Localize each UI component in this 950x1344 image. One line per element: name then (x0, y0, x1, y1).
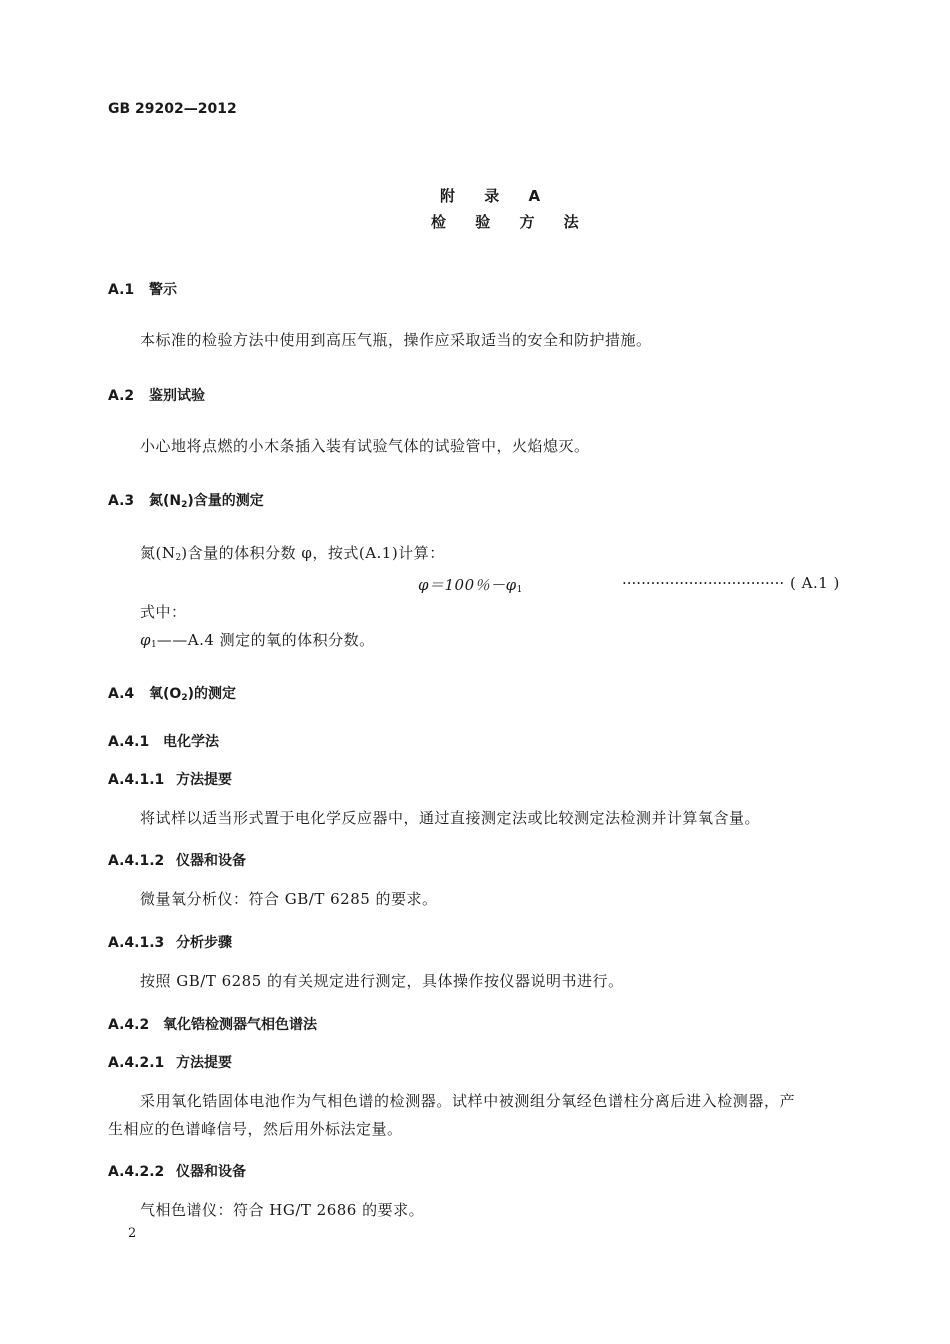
section-a3-paragraph (140, 542, 445, 563)
section-number: A.1 (108, 282, 135, 298)
section-title: 仪器和设备 (176, 1164, 246, 1180)
section-number: A.4.1.2 (108, 853, 165, 869)
section-a421-paragraph-line1: 采用氧化锆固体电池作为气相色谱的检测器。试样中被测组分氧经色谱柱分离后进入检测器，产 (140, 1092, 796, 1110)
section-title: 仪器和设备 (176, 853, 246, 869)
formula-expression: φ＝100％－φ (418, 576, 517, 594)
section-title: 电化学法 (163, 734, 219, 750)
section-a412-heading (108, 850, 246, 870)
section-title: 方法提要 (176, 1055, 232, 1071)
section-title: 氧化锆检测器气相色谱法 (163, 1017, 317, 1033)
subscript: 1 (151, 640, 157, 650)
section-number: A.4.1 (108, 734, 150, 750)
subscript: 1 (516, 585, 523, 595)
section-number: A.2 (108, 388, 135, 404)
section-a411-paragraph: 将试样以适当形式置于电化学反应器中，通过直接测定法或比较测定法检测并计算氧含量。 (140, 809, 761, 827)
section-a4-heading (108, 683, 236, 703)
section-a3-heading (108, 490, 264, 510)
section-title-rest: )含量的测定 (187, 493, 264, 509)
definition-text: ——A.4 测定的氧的体积分数。 (156, 631, 375, 649)
section-a1-heading (108, 279, 177, 299)
section-title: 鉴别试验 (149, 388, 205, 404)
subscript: 2 (175, 553, 182, 563)
section-a1-paragraph: 本标准的检验方法中使用到高压气瓶，操作应采取适当的安全和防护措施。 (140, 331, 652, 349)
section-number: A.4.2 (108, 1017, 150, 1033)
formula-a1 (418, 574, 522, 595)
text: )含量的体积分数 φ，按式(A.1)计算： (181, 544, 445, 562)
section-a413-heading (108, 932, 232, 952)
section-a422-paragraph: 气相色谱仪：符合 HG/T 2686 的要求。 (140, 1201, 425, 1219)
section-a2-paragraph: 小心地将点燃的小木条插入装有试验气体的试验管中，火焰熄灭。 (140, 437, 590, 455)
section-a41-heading (108, 731, 219, 751)
section-a2-heading (108, 385, 205, 405)
section-number: A.4.1.3 (108, 935, 165, 951)
standard-number: GB 29202—2012 (108, 101, 237, 117)
section-title: 分析步骤 (176, 935, 232, 951)
section-number: A.4.1.1 (108, 772, 165, 788)
subscript: 2 (181, 500, 188, 510)
where-label: 式中： (140, 603, 187, 621)
section-title: 警示 (149, 282, 177, 298)
section-a411-heading (108, 769, 232, 789)
variable-symbol: φ (140, 631, 152, 649)
section-number: A.4.2.1 (108, 1055, 165, 1071)
section-a412-paragraph: 微量氧分析仪：符合 GB/T 6285 的要求。 (140, 890, 438, 908)
variable-definition (140, 629, 375, 650)
section-title: 方法提要 (176, 772, 232, 788)
section-a413-paragraph: 按照 GB/T 6285 的有关规定进行测定，具体操作按仪器说明书进行。 (140, 972, 624, 990)
appendix-label: 附 录 A (440, 187, 553, 205)
section-a421-heading (108, 1052, 232, 1072)
section-a42-heading (108, 1014, 317, 1034)
text: 氮(N (140, 544, 176, 562)
subscript: 2 (181, 693, 188, 703)
section-number: A.4 (108, 686, 135, 702)
section-number: A.4.2.2 (108, 1164, 165, 1180)
formula-leader-dots: ·································· (622, 574, 785, 592)
section-a421-paragraph-line2: 生相应的色谱峰信号，然后用外标法定量。 (108, 1120, 403, 1138)
section-title: 氧(O (149, 686, 182, 702)
page-number: 2 (128, 1226, 137, 1241)
section-title: 氮(N (149, 493, 182, 509)
formula-number: ( A.1 ) (790, 574, 840, 592)
appendix-title: 检 验 方 法 (431, 213, 591, 231)
section-title-rest: )的测定 (187, 686, 236, 702)
section-a422-heading (108, 1161, 246, 1181)
section-number: A.3 (108, 493, 135, 509)
